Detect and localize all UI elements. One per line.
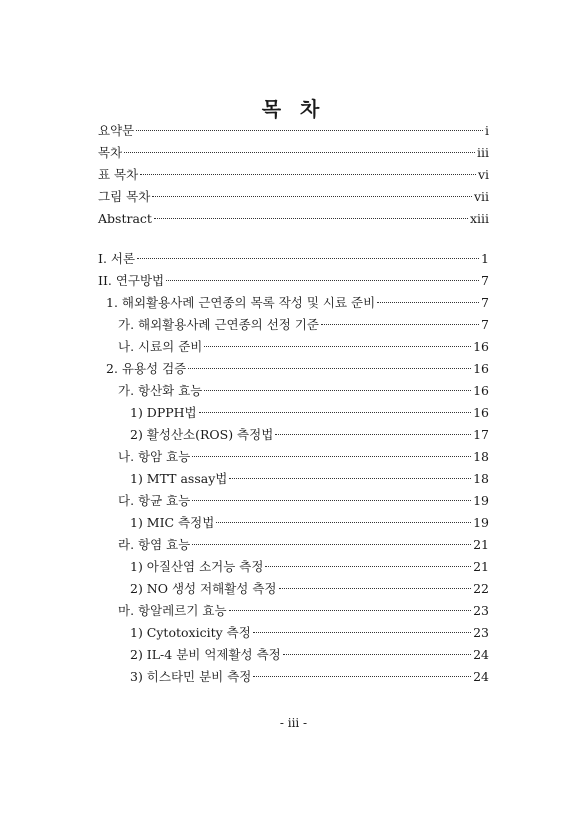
toc-entry-label: 마. 항알레르기 효능 — [118, 603, 227, 618]
toc-entry-label: 1) 아질산염 소거능 측정 — [130, 559, 264, 574]
toc-entry-label: 그림 목차 — [98, 189, 151, 204]
toc-entry-page: 24 — [473, 647, 489, 662]
toc-entry-label: 나. 시료의 준비 — [118, 339, 203, 354]
toc-entry — [130, 425, 489, 445]
toc-leader-dots — [140, 174, 476, 175]
toc-entry-page: 24 — [473, 669, 489, 684]
toc-entry — [118, 315, 489, 335]
toc-entry-label: 가. 항산화 효능 — [118, 383, 203, 398]
toc-entry-page: 19 — [473, 493, 489, 508]
toc-entry-page: 18 — [473, 471, 489, 486]
toc-leader-dots — [229, 478, 471, 479]
toc-entry-label: 1. 해외활용사례 근연종의 목록 작성 및 시료 준비 — [106, 295, 376, 310]
toc-leader-dots — [152, 196, 472, 197]
toc-entry-label: 가. 해외활용사례 근연종의 선정 기준 — [118, 317, 319, 332]
toc-entry-page: 17 — [473, 427, 489, 442]
toc-entry-page: 21 — [473, 559, 489, 574]
page-number-footer: - iii - — [279, 716, 308, 730]
toc-leader-dots — [204, 390, 471, 391]
toc-entry-page: 19 — [473, 515, 489, 530]
toc-entry-page: 16 — [473, 405, 489, 420]
toc-leader-dots — [253, 632, 471, 633]
toc-entry-front — [98, 187, 489, 207]
toc-entry-label: 1) DPPH법 — [130, 405, 197, 420]
toc-entry-label: 2) IL-4 분비 억제활성 측정 — [130, 647, 281, 662]
toc-entry-label: I. 서론 — [98, 251, 136, 266]
toc-entry — [130, 645, 489, 665]
toc-entry-label: 1) Cytotoxicity 측정 — [130, 625, 251, 640]
toc-entry-page: 18 — [473, 449, 489, 464]
toc-entry-page: 23 — [473, 603, 489, 618]
toc-entry — [118, 535, 489, 555]
toc-entry-page: 16 — [473, 339, 489, 354]
toc-entry — [130, 623, 489, 643]
toc-leader-dots — [275, 434, 471, 435]
toc-entry-label: 2. 유용성 검증 — [106, 361, 187, 376]
toc-leader-dots — [192, 500, 471, 501]
toc-entry-front — [98, 209, 489, 229]
toc-leader-dots — [283, 654, 471, 655]
page-title: 목 차 — [261, 97, 326, 121]
toc-entry — [106, 293, 489, 313]
toc-entry-label: 요약문 — [98, 123, 135, 138]
toc-entry-page: xiii — [469, 211, 489, 226]
toc-leader-dots — [136, 130, 483, 131]
toc-leader-dots — [192, 544, 471, 545]
toc-leader-dots — [166, 280, 479, 281]
toc-entry-front — [98, 121, 489, 141]
toc-entry — [130, 579, 489, 599]
toc-entry-page: 1 — [481, 251, 489, 266]
toc-entry-label: Abstract — [98, 211, 152, 226]
toc-entry-label: 다. 항균 효능 — [118, 493, 191, 508]
toc-entry-page: 21 — [473, 537, 489, 552]
toc-entry-page: 16 — [473, 383, 489, 398]
toc-entry-label: II. 연구방법 — [98, 273, 165, 288]
toc-leader-dots — [279, 588, 472, 589]
toc-entry-label: 목차 — [98, 145, 123, 160]
toc-leader-dots — [265, 566, 471, 567]
toc-entry — [118, 381, 489, 401]
toc-leader-dots — [377, 302, 479, 303]
toc-entry-page: 7 — [481, 295, 489, 310]
toc-entry — [118, 601, 489, 621]
toc-leader-dots — [192, 456, 471, 457]
toc-leader-dots — [188, 368, 471, 369]
toc-entry-front — [98, 165, 489, 185]
toc-leader-dots — [204, 346, 471, 347]
toc-entry-page: 16 — [473, 361, 489, 376]
toc-entry-page: 7 — [481, 273, 489, 288]
toc-entry — [118, 447, 489, 467]
toc-entry — [98, 249, 489, 269]
toc-entry-label: 표 목차 — [98, 167, 139, 182]
toc-leader-dots — [253, 676, 471, 677]
toc-entry — [130, 469, 489, 489]
toc-entry — [130, 403, 489, 423]
toc-entry-label: 나. 항암 효능 — [118, 449, 191, 464]
toc-entry-label: 2) 활성산소(ROS) 측정법 — [130, 427, 274, 442]
toc-entry — [130, 667, 489, 687]
toc-entry-label: 1) MIC 측정법 — [130, 515, 215, 530]
toc-entry-label: 2) NO 생성 저해활성 측정 — [130, 581, 277, 596]
toc-entry-page: vi — [477, 167, 489, 182]
toc-leader-dots — [124, 152, 475, 153]
toc-entry — [118, 491, 489, 511]
toc-entry-page: 22 — [473, 581, 489, 596]
toc-entry-label: 3) 히스타민 분비 측정 — [130, 669, 252, 684]
toc-leader-dots — [154, 218, 468, 219]
toc-entry-page: 23 — [473, 625, 489, 640]
toc-leader-dots — [137, 258, 479, 259]
toc-entry — [130, 557, 489, 577]
toc-leader-dots — [199, 412, 471, 413]
toc-entry-page: vii — [473, 189, 489, 204]
toc-entry — [118, 337, 489, 357]
toc-leader-dots — [229, 610, 472, 611]
toc-entry-label: 라. 항염 효능 — [118, 537, 191, 552]
toc-entry — [106, 359, 489, 379]
toc-entry-label: 1) MTT assay법 — [130, 471, 228, 486]
toc-leader-dots — [321, 324, 479, 325]
toc-entry — [98, 271, 489, 291]
toc-entry-page: 7 — [481, 317, 489, 332]
toc-entry-page: iii — [477, 145, 489, 160]
toc-entry-page: i — [485, 123, 489, 138]
toc-entry — [130, 513, 489, 533]
toc-leader-dots — [216, 522, 471, 523]
toc-entry-front — [98, 143, 489, 163]
